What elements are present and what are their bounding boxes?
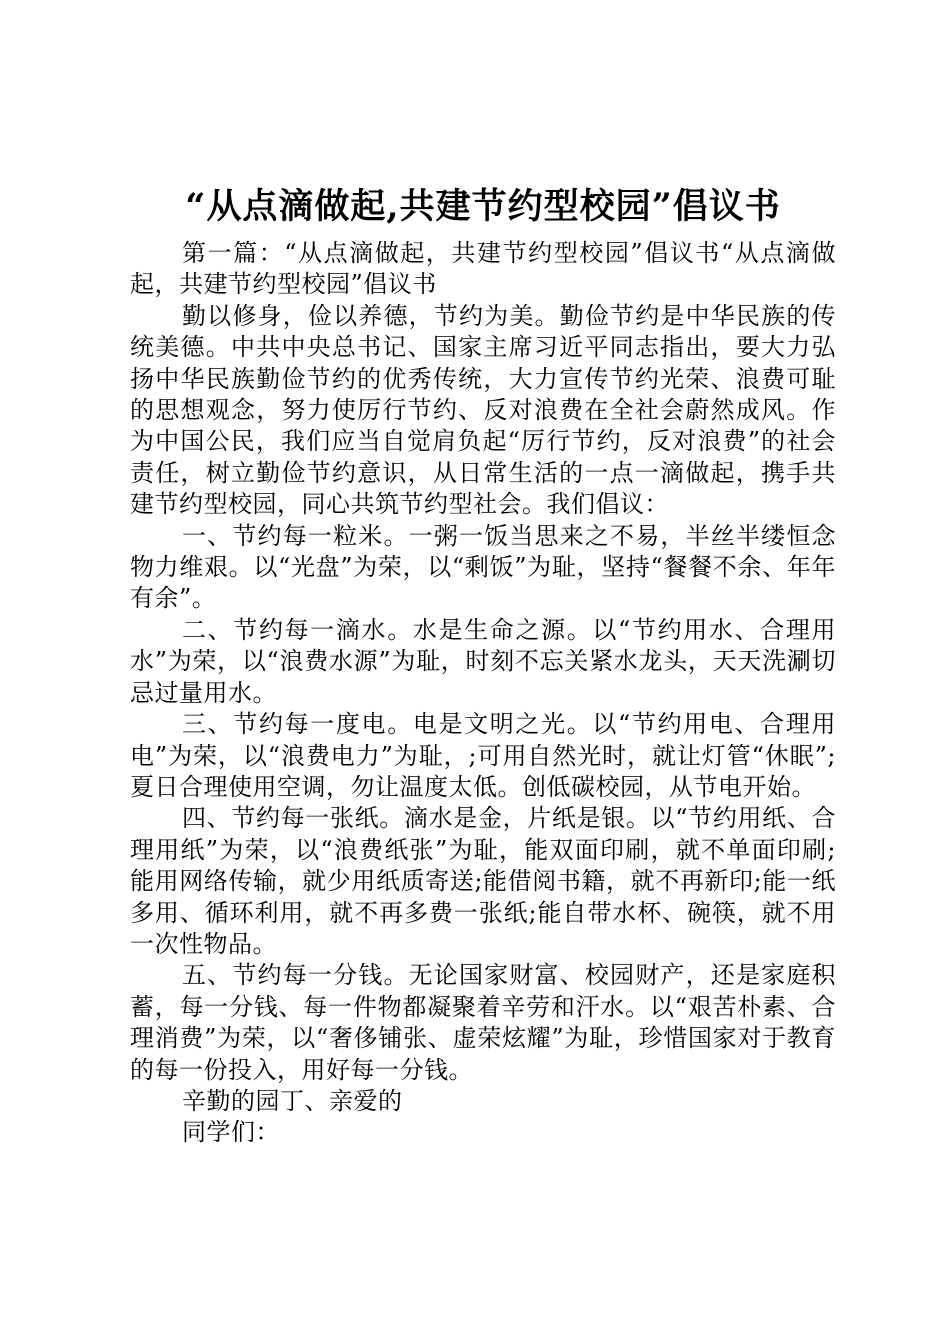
paragraph-item-4: 四、节约每一张纸。滴水是金，片纸是银。以“节约用纸、合理用纸”为荣，以“浪费纸张”为耻，能双面印刷，就不单面印刷;能用网络传输，就少用纸质寄送;能借阅书籍，就不再新印;能一纸多用、循环利用，就不再多费一张纸;能自带水杯、碗筷，就不用一次性物品。 [130,804,836,958]
paragraph-preamble: 勤以修身，俭以养德，节约为美。勤俭节约是中华民族的传统美德。中共中央总书记、国家主席习近平同志指出，要大力弘扬中华民族勤俭节约的优秀传统，大力宣传节约光荣、浪费可耻的思想观念，努力使厉行节约、反对浪费在全社会蔚然成风。作为中国公民，我们应当自觉肩负起“厉行节约，反对浪费”的社会责任，树立勤俭节约意识，从日常生活的一点一滴做起，携手共建节约型校园，同心共筑节约型社会。我们倡议： [130,301,836,519]
paragraph-item-5: 五、节约每一分钱。无论国家财富、校园财产，还是家庭积蓄，每一分钱、每一件物都凝聚着辛劳和汗水。以“艰苦朴素、合理消费”为荣，以“奢侈铺张、虚荣炫耀”为耻，珍惜国家对于教育的每一份投入，用好每一分钱。 [130,961,836,1084]
paragraph-item-2: 二、节约每一滴水。水是生命之源。以“节约用水、合理用水”为荣，以“浪费水源”为耻，时刻不忘关紧水龙头，天天洗涮切忌过量用水。 [130,615,836,707]
document-page [130,182,836,1149]
paragraph-item-1: 一、节约每一粒米。一粥一饭当思来之不易，半丝半缕恒念物力维艰。以“光盘”为荣，以“剩饭”为耻，坚持“餐餐不余、年年有余”。 [130,521,836,613]
paragraph-salutation-2: 同学们： [182,1118,280,1147]
paragraph-salutation: 辛勤的园丁、亲爱的 [182,1086,403,1115]
paragraph-item-3: 三、节约每一度电。电是文明之光。以“节约用电、合理用电”为荣，以“浪费电力”为耻，;可用自然光时，就让灯管“休眠”;夏日合理使用空调，勿让温度太低。创低碳校园，从节电开始。 [130,710,836,801]
paragraph-intro: 第一篇：“从点滴做起，共建节约型校园”倡议书“从点滴做起，共建节约型校园”倡议书 [130,239,836,299]
document-title: “从点滴做起,共建节约型校园”倡议书 [185,186,781,227]
